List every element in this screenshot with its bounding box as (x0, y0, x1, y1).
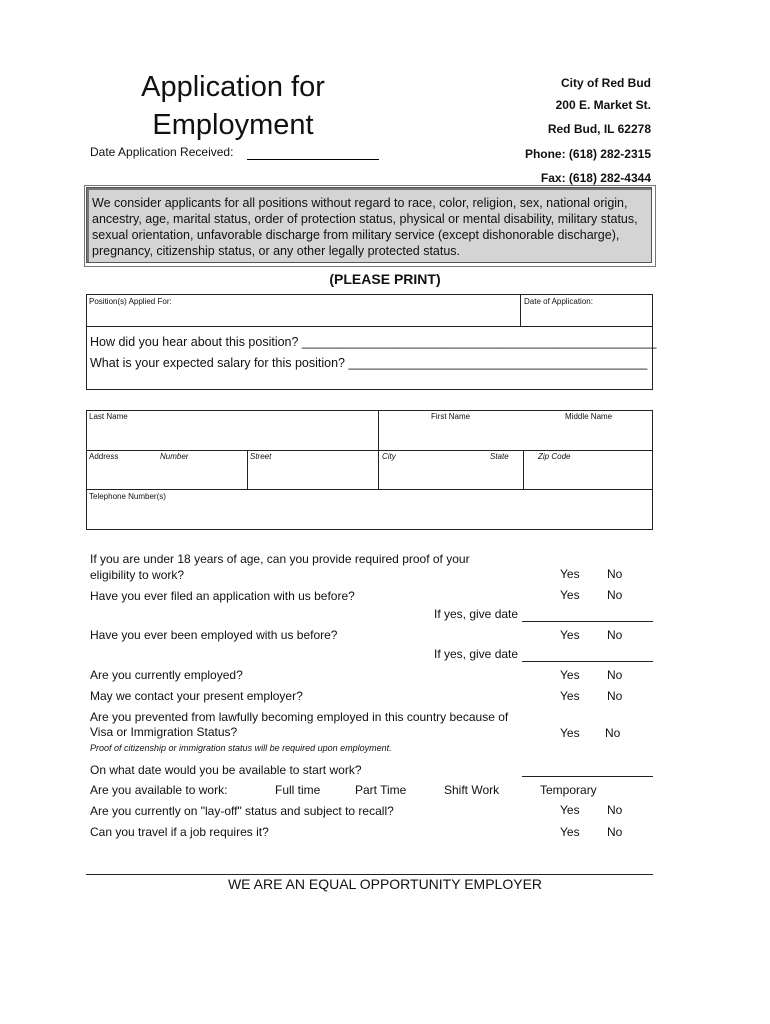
eeo-footer: WE ARE AN EQUAL OPPORTUNITY EMPLOYER (227, 876, 543, 892)
full-time-option[interactable]: Full time (275, 783, 321, 797)
please-print-heading: (PLEASE PRINT) (329, 271, 441, 287)
position-divider (86, 326, 653, 327)
prevented-question (90, 710, 508, 739)
employed-before-yes[interactable]: Yes (560, 628, 580, 642)
filed-date-field[interactable] (522, 621, 653, 622)
positions-applied-field[interactable] (88, 307, 518, 325)
contact-employer-question: May we contact your present employer? (90, 689, 303, 703)
travel-question: Can you travel if a job requires it? (90, 825, 269, 839)
proof-note: Proof of citizenship or immigration status will be required upon employment. (90, 743, 392, 753)
currently-employed-question: Are you currently employed? (90, 668, 243, 682)
currently-employed-yes[interactable]: Yes (560, 668, 580, 682)
layoff-no[interactable]: No (607, 803, 623, 817)
layoff-question: Are you currently on "lay-off" status and subject to recall? (90, 804, 394, 818)
prevented-question-line-2: Visa or Immigration Status? (90, 725, 238, 739)
personal-vline-1 (378, 410, 379, 489)
under18-question (90, 552, 470, 582)
travel-yes[interactable]: Yes (560, 825, 580, 839)
footer-rule (86, 874, 653, 875)
hear-about-question[interactable]: How did you hear about this position? ___________________________________________________ (90, 335, 657, 349)
prevented-question-line-1: Are you prevented from lawfully becoming employed in this country because of (90, 710, 509, 724)
under18-yes[interactable]: Yes (560, 567, 580, 581)
start-date-field[interactable] (522, 776, 653, 777)
contact-employer-yes[interactable]: Yes (560, 689, 580, 703)
under18-question-line-2: eligibility to work? (90, 568, 185, 582)
temporary-option[interactable]: Temporary (540, 783, 597, 797)
available-question: Are you available to work: (90, 783, 228, 797)
filed-before-no[interactable]: No (607, 588, 623, 602)
telephone-label: Telephone Number(s) (89, 492, 166, 501)
fax-number: Fax: (618) 282-4344 (540, 171, 651, 185)
under18-question-line-1: If you are under 18 years of age, can you provide required proof of your (90, 552, 470, 566)
last-name-label: Last Name (89, 412, 128, 421)
telephone-field[interactable] (88, 502, 650, 528)
date-received-field[interactable] (247, 159, 379, 160)
filed-before-yes[interactable]: Yes (560, 588, 580, 602)
title-line-2: Employment (152, 109, 314, 141)
filed-date-label: If yes, give date (434, 607, 519, 621)
middle-name-label: Middle Name (565, 412, 613, 421)
address-label: Address (89, 452, 119, 461)
state-label: State (490, 452, 509, 461)
start-date-question: On what date would you be available to start work? (90, 763, 362, 777)
state-field[interactable] (482, 462, 521, 487)
part-time-option[interactable]: Part Time (355, 783, 407, 797)
zip-label: Zip Code (538, 452, 571, 461)
personal-vline-3 (523, 450, 524, 489)
employed-date-label: If yes, give date (434, 647, 519, 661)
number-label: Number (160, 452, 189, 461)
first-name-label: First Name (431, 412, 471, 421)
address-line-2: 200 E. Market St. (555, 98, 651, 112)
address-line-1: City of Red Bud (561, 76, 651, 90)
last-name-field[interactable] (88, 422, 376, 448)
street-label: Street (250, 452, 272, 461)
street-field[interactable] (249, 462, 376, 487)
title-line-1: Application for (141, 71, 325, 103)
employed-before-no[interactable]: No (607, 628, 623, 642)
middle-name-field[interactable] (542, 422, 650, 448)
under18-no[interactable]: No (607, 567, 623, 581)
address-line-3: Red Bud, IL 62278 (547, 122, 651, 136)
city-field[interactable] (380, 462, 480, 487)
city-label: City (382, 452, 396, 461)
address-number-field[interactable] (88, 462, 245, 487)
prevented-no[interactable]: No (605, 726, 621, 740)
employed-before-question: Have you ever been employed with us before? (90, 628, 338, 642)
first-name-field[interactable] (380, 422, 540, 448)
phone-number: Phone: (618) 282-2315 (524, 147, 651, 161)
travel-no[interactable]: No (607, 825, 623, 839)
prevented-yes[interactable]: Yes (560, 726, 580, 740)
personal-vline-2 (247, 450, 248, 489)
zip-field[interactable] (525, 462, 650, 487)
eeo-notice: We consider applicants for all positions without regard to race, color, religion, sex, national origin, ancestry, age, marital status, order of protection status, physical or mental disability, military status, sexual orientation, unfavorable discharge from military service (except dishonorable discharge), pregnancy, citizenship status, or any other legally protected status. (86, 187, 652, 263)
expected-salary-question[interactable]: What is your expected salary for this position? ___________________________________________ (90, 356, 648, 370)
personal-hline-2 (86, 489, 653, 490)
filed-before-question: Have you ever filed an application with us before? (90, 589, 355, 603)
date-received-label: Date Application Received: (90, 145, 234, 159)
personal-hline-1 (86, 450, 653, 451)
positions-applied-label: Position(s) Applied For: (89, 297, 172, 306)
shift-work-option[interactable]: Shift Work (444, 783, 500, 797)
date-of-application-label: Date of Application: (524, 297, 593, 306)
position-vdivider (520, 294, 521, 326)
employed-date-field[interactable] (522, 661, 653, 662)
date-of-application-field[interactable] (522, 307, 650, 325)
form-title (83, 68, 383, 144)
contact-employer-no[interactable]: No (607, 689, 623, 703)
currently-employed-no[interactable]: No (607, 668, 623, 682)
layoff-yes[interactable]: Yes (560, 803, 580, 817)
